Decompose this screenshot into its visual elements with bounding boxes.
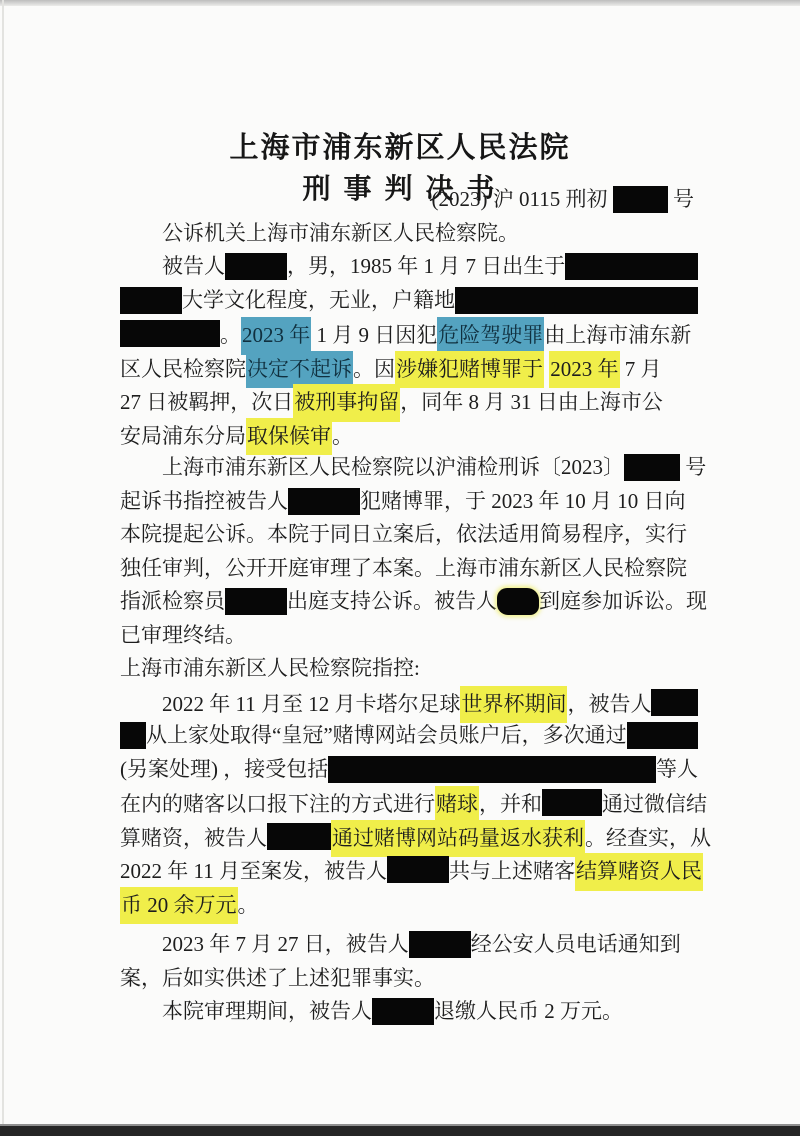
redaction-bar xyxy=(288,488,360,515)
document-body xyxy=(120,183,711,1029)
text-line xyxy=(120,552,698,586)
text-segment: 起诉书指控被告人 xyxy=(120,488,288,513)
text-line xyxy=(120,451,707,485)
text-segment: 本院提起公诉。本院于同日立案后，依法适用简易程序，实行 xyxy=(120,522,687,546)
text-segment: 共与上述赌客 xyxy=(448,859,575,883)
text-segment: 通过微信结 xyxy=(602,792,707,816)
redaction-bar xyxy=(624,454,680,481)
text-segment: 指派检察员 xyxy=(120,589,225,613)
highlight-yellow: 取保候审 xyxy=(246,418,332,456)
highlight-yellow: 通过赌博网站码量返水获利 xyxy=(331,820,585,858)
text-segment: 27 日被羁押，次日 xyxy=(120,390,294,414)
redaction-bar xyxy=(387,856,449,883)
text-line xyxy=(120,351,698,385)
scan-bottom-edge xyxy=(0,1124,800,1136)
scan-top-edge xyxy=(0,0,800,6)
redaction-bar xyxy=(651,689,698,716)
text-segment: 在内的赌客以口报下注的方式进行 xyxy=(120,792,435,816)
highlight-yellow: 世界杯期间 xyxy=(460,686,567,724)
redaction-bar xyxy=(328,756,656,783)
highlight-yellow: 被刑事拘留 xyxy=(293,384,400,422)
redaction-bar xyxy=(565,253,698,280)
text-segment: 到庭参加诉讼。现 xyxy=(539,589,707,613)
text-segment: 出庭支持公诉。被告人 xyxy=(287,589,497,613)
redaction-bar xyxy=(455,287,698,314)
highlight-yellow: 赌球 xyxy=(435,786,479,824)
text-line xyxy=(120,928,698,962)
highlight-blue: 危险驾驶罪 xyxy=(437,317,544,355)
highlight-blue: 2023 年 xyxy=(241,317,311,355)
text-line xyxy=(120,786,707,820)
highlight-yellow: 涉嫌犯赌博罪于 xyxy=(395,351,544,389)
redaction-bar xyxy=(225,253,287,280)
text-segment: 由上海市浦东新 xyxy=(544,323,692,347)
text-segment: 。经查实，从 xyxy=(585,825,711,850)
text-line xyxy=(120,485,698,519)
text-segment: 号 xyxy=(667,187,694,211)
text-segment: 算赌资，被告人 xyxy=(120,825,267,850)
text-line xyxy=(120,317,698,351)
text-line xyxy=(120,284,698,318)
text-line xyxy=(120,719,698,753)
text-segment: 犯赌博罪，于 2023 年 10 月 10 日向 xyxy=(360,488,686,513)
redaction-bar xyxy=(497,588,539,615)
redaction-bar xyxy=(120,320,220,347)
redaction-bar xyxy=(542,789,602,816)
redaction-bar xyxy=(372,998,434,1025)
text-segment: 。 xyxy=(220,323,241,347)
text-line xyxy=(120,962,698,996)
highlight-yellow: 2023 年 xyxy=(549,351,619,389)
text-line xyxy=(120,585,707,619)
text-segment: 独任审判，公开开庭审理了本案。上海市浦东新区人民检察院 xyxy=(120,555,687,580)
text-segment: ，并和 xyxy=(479,792,542,816)
text-segment: 本院审理期间，被告人 xyxy=(162,999,372,1023)
text-segment: 区人民检察院 xyxy=(120,356,246,381)
text-segment: 被告人 xyxy=(162,254,225,278)
text-segment: (另案处理) ，接受包括 xyxy=(120,756,329,781)
text-segment: 。 xyxy=(237,892,259,917)
text-line xyxy=(120,853,702,887)
text-segment: 大学文化程度，无业，户籍地 xyxy=(182,287,455,312)
redaction-bar xyxy=(409,931,471,958)
text-segment: ，同年 8 月 31 日由上海市公 xyxy=(400,390,663,414)
text-segment: 等人 xyxy=(656,756,698,781)
text-segment: 上海市浦东新区人民检察院以沪浦检刑诉〔2023〕 xyxy=(162,455,624,479)
text-segment: 2022 年 11 月至案发，被告人 xyxy=(120,859,387,883)
text-line xyxy=(120,887,698,921)
text-segment: 从上家处取得“皇冠”赌博网站会员账户后，多次通过 xyxy=(146,723,627,747)
text-line xyxy=(120,518,698,552)
redaction-bar xyxy=(120,722,146,749)
court-name: 上海市浦东新区人民法院 xyxy=(229,132,571,165)
text-line xyxy=(120,820,711,854)
text-segment: 2023 年 7 月 27 日，被告人 xyxy=(162,932,409,956)
redaction-bar xyxy=(267,823,331,850)
text-segment: 案，后如实供述了上述犯罪事实。 xyxy=(120,965,435,990)
redaction-bar xyxy=(120,287,182,314)
redaction-bar xyxy=(627,722,698,749)
text-segment: 上海市浦东新区人民检察院指控: xyxy=(120,656,420,680)
text-line xyxy=(120,686,698,720)
text-segment: 经公安人员电话通知到 xyxy=(470,932,681,956)
text-segment: 退缴人民币 2 万元。 xyxy=(434,999,623,1023)
text-segment: 。 xyxy=(332,423,353,448)
text-line xyxy=(120,652,698,686)
text-line xyxy=(120,995,698,1029)
highlight-blue: 决定不起诉 xyxy=(246,351,353,389)
text-segment: 。因 xyxy=(353,356,395,381)
text-segment: (2023) 沪 0115 刑初 xyxy=(431,187,613,211)
redaction-bar xyxy=(613,186,668,213)
text-segment: ，被告人 xyxy=(567,691,652,716)
highlight-yellow: 结算赌资人民 xyxy=(575,853,703,891)
highlight-yellow: 币 20 余万元 xyxy=(120,887,238,925)
text-segment: 2022 年 11 月至 12 月卡塔尔足球 xyxy=(162,691,461,716)
text-segment: 已审理终结。 xyxy=(120,622,246,647)
redaction-bar xyxy=(225,588,287,615)
text-segment: 号 xyxy=(680,455,707,479)
text-segment: ，男，1985 年 1 月 7 日出生于 xyxy=(287,254,566,278)
text-line xyxy=(120,753,698,787)
text-segment: 1 月 9 日因犯 xyxy=(311,323,438,347)
text-segment: 公诉机关上海市浦东新区人民检察院。 xyxy=(162,220,519,245)
text-line xyxy=(120,619,698,653)
text-line xyxy=(120,217,698,251)
text-segment: 安局浦东分局 xyxy=(120,423,246,448)
document-type-title: 刑 事 判 决 书 xyxy=(302,174,498,206)
text-line xyxy=(120,183,698,217)
text-line xyxy=(120,418,698,452)
text-segment: 7 月 xyxy=(619,356,662,381)
text-line xyxy=(120,384,698,418)
text-line xyxy=(120,250,698,284)
